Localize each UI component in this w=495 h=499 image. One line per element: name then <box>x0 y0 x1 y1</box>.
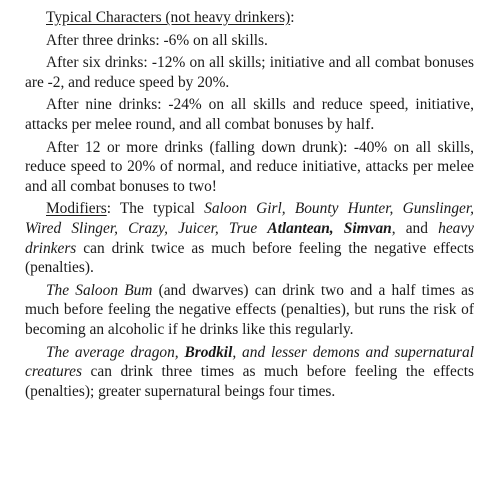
typical-characters-heading: Typical Characters (not heavy drinkers) <box>46 9 291 26</box>
demons-supernatural-text: , and lesser demons and supernatural creatures <box>25 343 474 381</box>
true-term: True <box>228 219 258 237</box>
modifiers-text: : The typical <box>106 200 205 218</box>
crazy-term: Crazy, <box>128 219 168 237</box>
modifiers-text: , and <box>391 219 439 237</box>
modifiers-text <box>168 220 178 237</box>
brodkil-term: Brodkil <box>184 343 233 361</box>
dragon-paragraph <box>25 343 474 402</box>
atlantean-simvan-term: Atlantean, Simvan <box>267 219 392 237</box>
twelve-drinks-paragraph: After 12 or more drinks (falling down drunk): -40% on all skills, reduce speed to 20% of normal, and reduce initiative, attacks per melee and all combat bonuses to two! <box>25 138 474 195</box>
document-page <box>25 8 474 404</box>
saloon-bum-paragraph <box>25 281 474 340</box>
heading-colon: : <box>290 9 295 26</box>
modifiers-text <box>257 220 267 237</box>
modifiers-text <box>286 200 295 217</box>
modifiers-text: can drink twice as much before feeling the negative effects (penalties). <box>25 239 474 277</box>
saloon-bum-term: The Saloon Bum <box>46 281 153 299</box>
nine-drinks-paragraph: After nine drinks: -24% on all skills and reduce speed, initiative, attacks per melee round, and all combat bonuses by half. <box>25 96 474 133</box>
gunslinger-term: Gunslinger, <box>402 200 474 218</box>
three-drinks-paragraph: After three drinks: -6% on all skills. <box>46 31 268 49</box>
modifiers-text <box>393 200 402 217</box>
modifiers-label: Modifiers <box>46 200 107 218</box>
wired-slinger-term: Wired Slinger, <box>25 219 118 237</box>
six-drinks-paragraph: After six drinks: -12% on all skills; initiative and all combat bonuses are -2, and reduce speed by 20%. <box>25 54 474 91</box>
modifiers-text <box>118 220 128 237</box>
saloon-bum-text: (and dwarves) can drink two and a half times as much before feeling the negative effects (penalties), but runs the risk of becoming an alcoholic if he drinks like this regularly. <box>25 281 474 338</box>
modifiers-paragraph <box>25 199 474 277</box>
saloon-girl-term: Saloon Girl, <box>204 200 286 218</box>
heading-paragraph <box>25 8 474 28</box>
bounty-hunter-term: Bounty Hunter, <box>294 200 394 218</box>
modifiers-text <box>219 220 229 237</box>
dragon-lead-text: The average dragon, <box>46 343 185 361</box>
dragon-rest-text: can drink three times as much before feeling the effects (penalties); greater supernatural beings four times. <box>25 363 474 400</box>
heavy-drinkers-term: heavy drinkers <box>25 219 475 257</box>
juicer-term: Juicer, <box>178 219 219 237</box>
